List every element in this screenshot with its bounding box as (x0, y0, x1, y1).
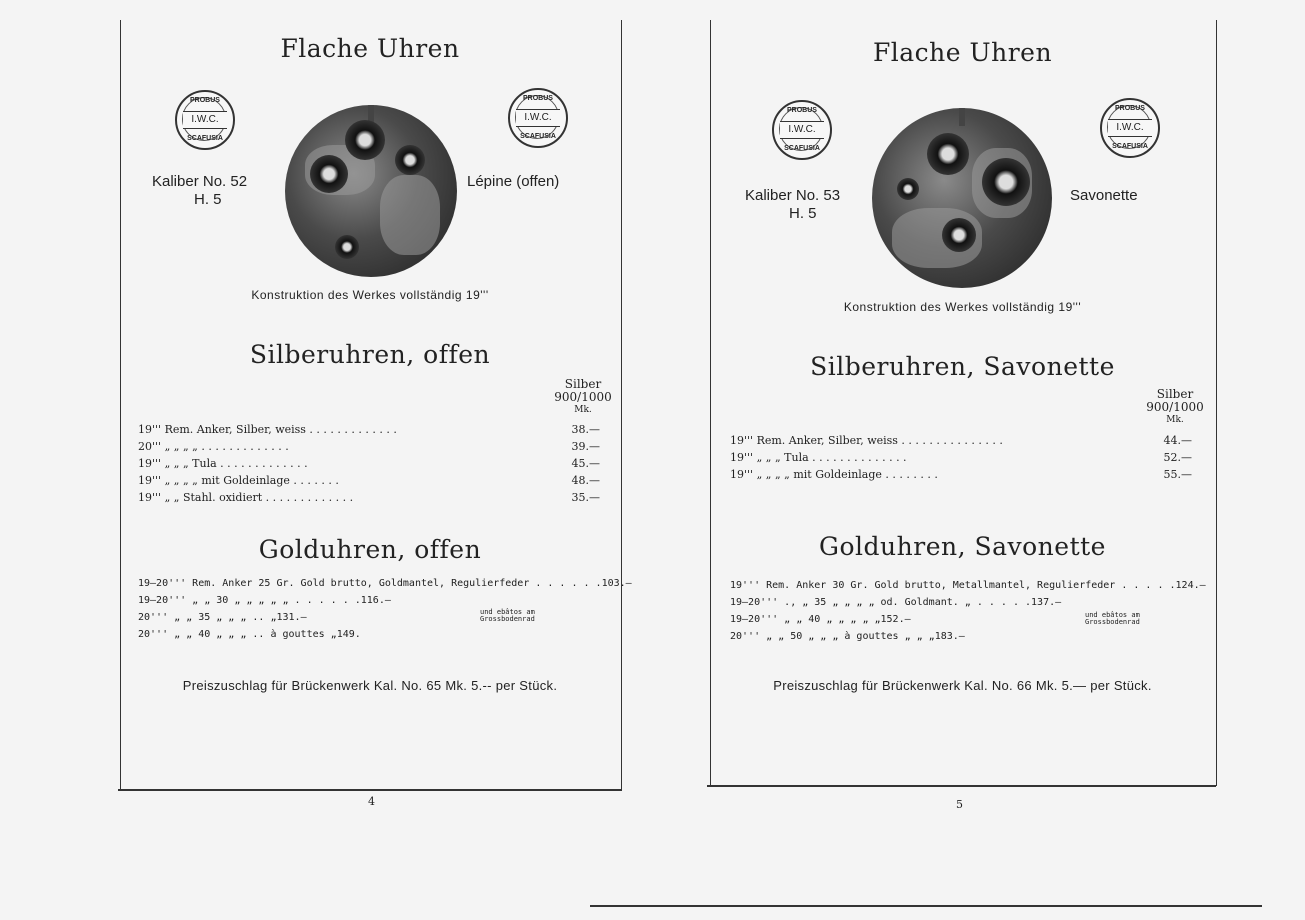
row-price: 45.— (571, 457, 600, 470)
left-silver-rows-row (138, 474, 600, 487)
row-price: 52.— (1163, 451, 1192, 464)
right-page-number: 5 (956, 798, 963, 811)
row-price: 137.— (1031, 597, 1062, 608)
row-text: 19''' Rem. Anker, Silber, weiss . . . . . . . . . . . . . (138, 423, 397, 436)
row-price: 149. (336, 629, 361, 640)
right-watch-movement (872, 108, 1052, 288)
right-gold-title: Golduhren, Savonette (819, 532, 1106, 561)
right-seal-left: PROBUS I.W.C. SCAFUSIA (772, 100, 832, 160)
right-gold-rows-row (730, 597, 1192, 608)
row-text: 20''' „ „ 35 „ „ „ .. „ (138, 612, 277, 623)
row-text: 19''' „ „ „ Tula . . . . . . . . . . . . . . (730, 451, 907, 464)
left-silver-rows-row (138, 491, 600, 504)
row-text: 19–20''' Rem. Anker 25 Gr. Gold brutto, Goldmantel, Regulierfeder . . . . . . (138, 578, 602, 589)
row-price: 35.— (571, 491, 600, 504)
row-price: 103.— (601, 578, 632, 589)
left-page-title: Flache Uhren (280, 34, 460, 63)
right-h: H. 5 (789, 205, 817, 222)
row-price: 39.— (571, 440, 600, 453)
row-text: 20''' „ „ „ „ . . . . . . . . . . . . . (138, 440, 289, 453)
row-text: 19''' „ „ Stahl. oxidiert . . . . . . . . . . . . . (138, 491, 354, 504)
row-text: 19–20''' ., „ 35 „ „ „ „ od. Goldmant. „ . . . . . (730, 597, 1032, 608)
footer-rule (590, 905, 1262, 907)
right-silver-rows-row (730, 468, 1192, 481)
row-price: 44.— (1163, 434, 1192, 447)
left-gold-rows-row (138, 595, 600, 606)
right-silver-rows-row (730, 434, 1192, 447)
left-watch-type: Lépine (offen) (467, 173, 560, 190)
left-watch-movement (285, 105, 457, 277)
row-text: 19''' „ „ „ Tula . . . . . . . . . . . . . (138, 457, 308, 470)
right-gold-rows-row (730, 631, 1192, 642)
row-text: 19''' „ „ „ „ mit Goldeinlage . . . . . . . . (730, 468, 938, 481)
row-price: 183.— (934, 631, 965, 642)
left-kaliber: Kaliber No. 52 (152, 173, 248, 190)
row-price: 38.— (571, 423, 600, 436)
right-silver-rows-row (730, 451, 1192, 464)
left-silver-rows-row (138, 457, 600, 470)
left-page (0, 0, 650, 920)
left-silver-rows-row (138, 440, 600, 453)
left-gold-small-note: und ebâtos am Grossbodenrad (480, 608, 535, 623)
left-seal-left: PROBUS I.W.C. SCAFUSIA (175, 90, 235, 150)
right-seal-right: PROBUS I.W.C. SCAFUSIA (1100, 98, 1160, 158)
row-price: 55.— (1163, 468, 1192, 481)
row-text: 19–20''' „ „ 30 „ „ „ „ „ . . . . . . (138, 595, 361, 606)
left-surcharge-note: Preiszuschlag für Brückenwerk Kal. No. 65 Mk. 5.-- per Stück. (182, 678, 558, 693)
left-gold-rows-row (138, 578, 632, 589)
right-surcharge-note: Preiszuschlag für Brückenwerk Kal. No. 66 Mk. 5.— per Stück. (773, 678, 1152, 693)
right-page (650, 0, 1305, 920)
bottom-rule-right (707, 785, 1216, 787)
left-silver-rows-row (138, 423, 600, 436)
row-price: 48.— (571, 474, 600, 487)
right-gold-small-note: und ebâtos am Grossbodenrad (1085, 611, 1140, 626)
row-text: 20''' „ „ 40 „ „ „ .. à gouttes „ (138, 629, 337, 640)
right-silver-title: Silberuhren, Savonette (810, 352, 1115, 381)
row-text: 19–20''' „ „ 40 „ „ „ „ „ (730, 614, 881, 625)
right-page-title: Flache Uhren (872, 38, 1053, 67)
right-gold-rows-row (730, 580, 1206, 591)
row-text: 20''' „ „ 50 „ „ „ à gouttes „ „ „ (730, 631, 935, 642)
left-silver-title: Silberuhren, offen (249, 340, 491, 369)
left-caption: Konstruktion des Werkes vollständig 19''' (251, 288, 489, 302)
left-gold-rows-row (138, 629, 600, 640)
right-watch-type: Savonette (1070, 187, 1138, 204)
row-text: 19''' Rem. Anker 30 Gr. Gold brutto, Metallmantel, Regulierfeder . . . . . (730, 580, 1176, 591)
right-kaliber: Kaliber No. 53 (745, 187, 841, 204)
row-text: 19''' „ „ „ „ mit Goldeinlage . . . . . . . (138, 474, 339, 487)
left-gold-title: Golduhren, offen (258, 535, 482, 564)
right-col-head: Silber 900/1000 Mk. (1146, 387, 1204, 425)
left-page-number: 4 (368, 795, 375, 808)
row-price: 124.— (1175, 580, 1206, 591)
row-price: 116.— (360, 595, 391, 606)
row-text: 19''' Rem. Anker, Silber, weiss . . . . . . . . . . . . . . . (730, 434, 1003, 447)
row-price: 152.— (880, 614, 911, 625)
left-seal-right: PROBUS I.W.C. SCAFUSIA (508, 88, 568, 148)
left-col-head: Silber 900/1000 Mk. (554, 377, 612, 415)
row-price: 131.— (276, 612, 307, 623)
right-caption: Konstruktion des Werkes vollständig 19''' (843, 300, 1082, 314)
left-h: H. 5 (194, 191, 222, 208)
bottom-rule-left (118, 789, 622, 791)
